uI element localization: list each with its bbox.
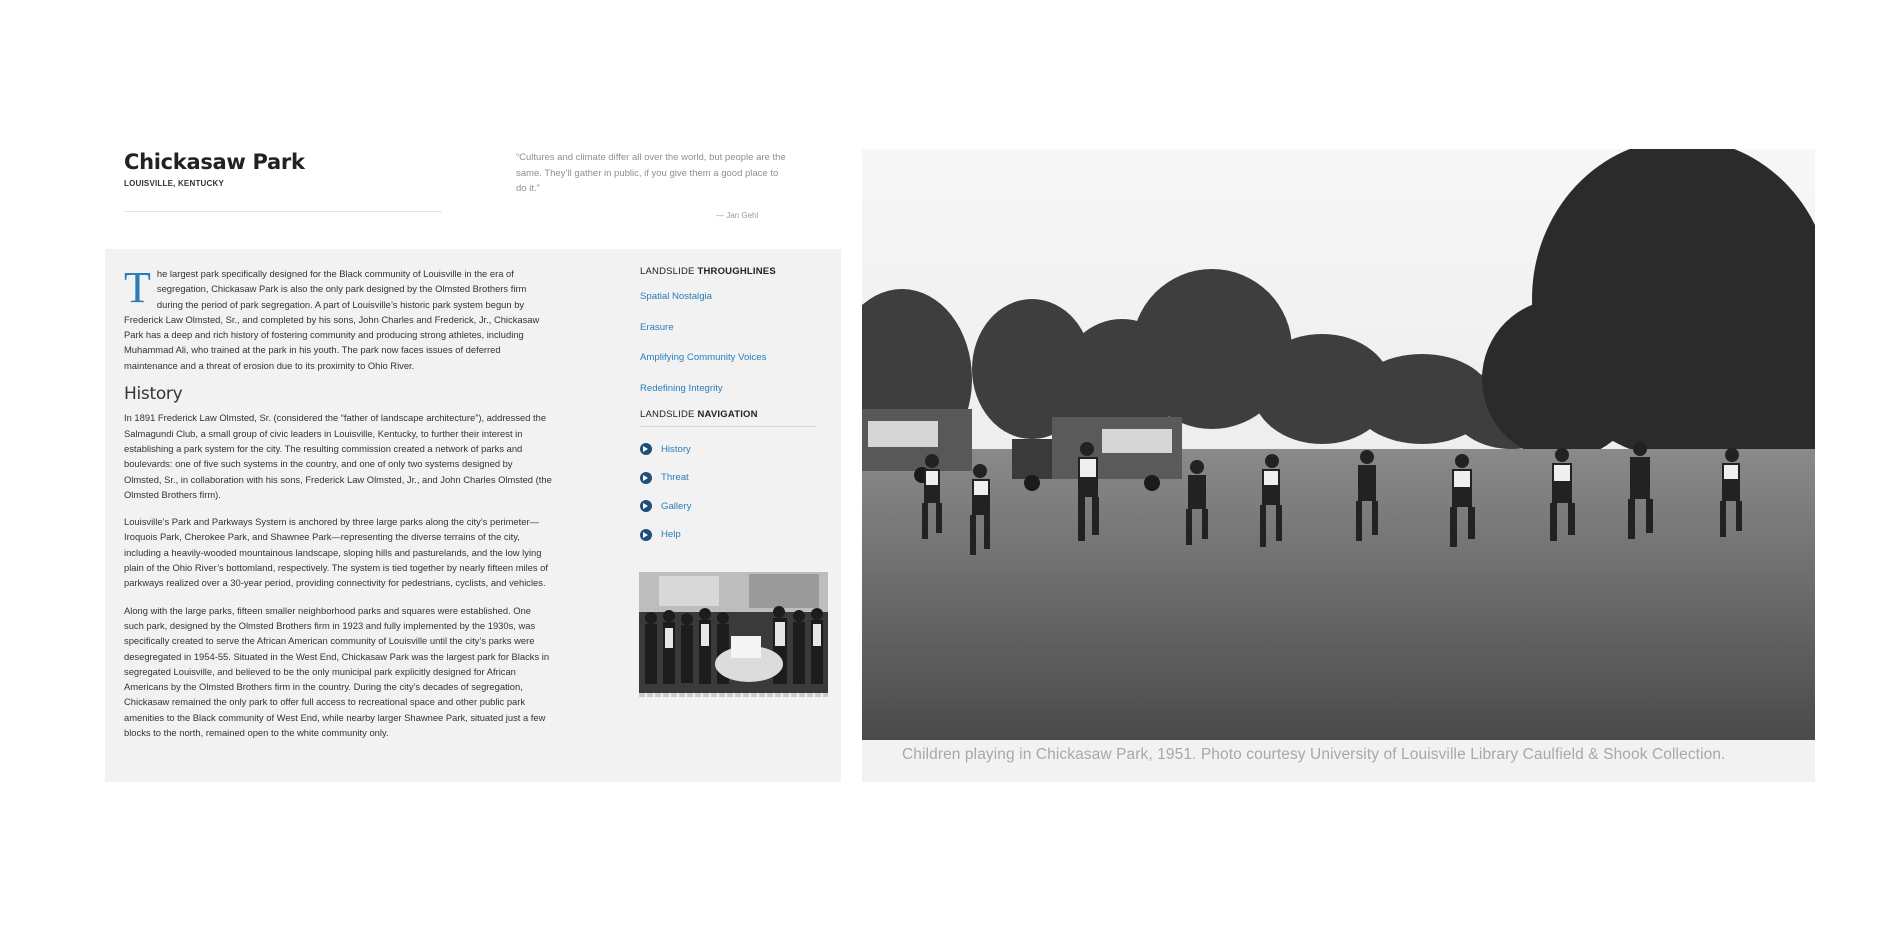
nav-item-threat[interactable] (640, 463, 820, 492)
arrow-circle-right-icon (640, 443, 652, 455)
sidebar (640, 266, 820, 549)
nav-item-history[interactable] (640, 435, 820, 464)
throughline-link-redefining-integrity[interactable]: Redefining Integrity (640, 383, 723, 395)
nav-item-gallery[interactable] (640, 492, 820, 521)
throughlines-heading-bold: THROUGHLINES (697, 266, 776, 277)
gallery-thumbnail-photo[interactable] (639, 572, 828, 693)
epigraph-quote: “Cultures and climate differ all over the world, but people are the same. They’ll gather in public, if you give them a good place to do it.” (516, 152, 786, 194)
navigation-heading-bold: NAVIGATION (697, 408, 758, 420)
history-paragraph-3: Along with the large parks, fifteen smaller neighborhood parks and squares were established. One such park, designed by the Olmsted Brothers firm in 1923 and fully implemented by the 1930s, was specifically created to serve the African American community of Louisville until the city’s parks were desegregated in 1954-55. Situated in the West End, Chickasaw Park was the largest park for Blacks in segregated Louisville, and believed to be the only municipal park explicitly designed for African Americans by the Olmsted Brothers firm in the country. During the city’s decades of segregation, Chickasaw remained the only park to offer full access to recreational space and other public park amenities to the Black community of West End, while nearby larger Shawnee Park, situated just a few blocks to the north, remained open to the white community only. (124, 604, 550, 739)
intro-paragraph (124, 263, 552, 373)
throughlines-heading-prefix: LANDSLIDE (640, 266, 695, 277)
drop-cap: T (124, 263, 151, 312)
nav-item-label: Gallery (661, 500, 692, 512)
history-heading: History (124, 384, 183, 405)
navigation-heading-prefix: LANDSLIDE (640, 408, 695, 420)
intro-text: he largest park specifically designed for the Black community of Louisville in the era of segregation, Chickasaw Park is also the only park designed by the Olmsted Brothers firm during the period of park segregation. A part of Louisville’s historic park system begun by Frederick Law Olmsted, Sr., and completed by his sons, John Charles and Frederick, Jr., Chickasaw Park has a deep and rich history of fostering community and producing strong athletes, including Muhammad Ali, who trained at the park in his youth. The park now faces issues of deferred maintenance and a threat of erosion due to its proximity to Ohio River. (124, 268, 540, 371)
throughline-link-amplifying-community-voices[interactable]: Amplifying Community Voices (640, 352, 767, 364)
nav-item-label: Threat (661, 472, 689, 483)
featured-photo (862, 149, 1815, 740)
throughline-link-spatial-nostalgia[interactable]: Spatial Nostalgia (640, 291, 712, 302)
article-body (124, 263, 552, 752)
arrow-circle-right-icon (640, 500, 652, 512)
navigation-list (640, 435, 820, 549)
thumbnail-caption (639, 693, 828, 697)
nav-item-help[interactable] (640, 520, 820, 549)
page-title: Chickasaw Park (124, 150, 305, 174)
photo-caption: Children playing in Chickasaw Park, 1951. Photo courtesy University of Louisville Library Caulfield & Shook Collection. (902, 746, 1726, 763)
navigation-heading (640, 409, 816, 427)
throughlines-list (640, 290, 820, 413)
nav-item-label: History (661, 443, 691, 455)
page-subtitle-location: LOUISVILLE, KENTUCKY (124, 179, 225, 188)
arrow-circle-right-icon (640, 472, 652, 484)
quote-attribution: — Jan Gehl (716, 211, 759, 220)
featured-photo-illustration (862, 149, 1815, 740)
throughline-link-erasure[interactable]: Erasure (640, 321, 674, 333)
header-divider (124, 211, 442, 212)
throughlines-heading (640, 266, 820, 277)
nav-item-label: Help (661, 529, 681, 540)
arrow-circle-right-icon (640, 529, 652, 541)
thumbnail-illustration (639, 572, 828, 693)
history-paragraph-1: In 1891 Frederick Law Olmsted, Sr. (considered the “father of landscape architecture”), addressed the Salmagundi Club, a small group of civic leaders in Louisville, Kentucky, to further their interest in establishing a park system for the city. The resulting commission created a network of parks and boulevards: one of five such systems in the country, and one of only two systems designed by Olmsted, Sr., in collaboration with his sons, Frederick Law Olmsted, Jr., and John Charles Olmsted (the Olmsted Brothers firm). (124, 412, 552, 500)
history-paragraph-2: Louisville’s Park and Parkways System is anchored by three large parks along the city’s perimeter—Iroquois Park, Cherokee Park, and Shawnee Park—representing the diverse terrains of the city, including a heavily-wooded mountainous landscape, sloping hills and pasturelands, and the low lying plain of the Ohio River’s bottomland, respectively. The system is tied together by nearly fifteen miles of parkways realized over a 30-year period, providing connectivity for pedestrians, cyclists, and vehicles. (124, 516, 548, 589)
page-header (124, 150, 444, 188)
